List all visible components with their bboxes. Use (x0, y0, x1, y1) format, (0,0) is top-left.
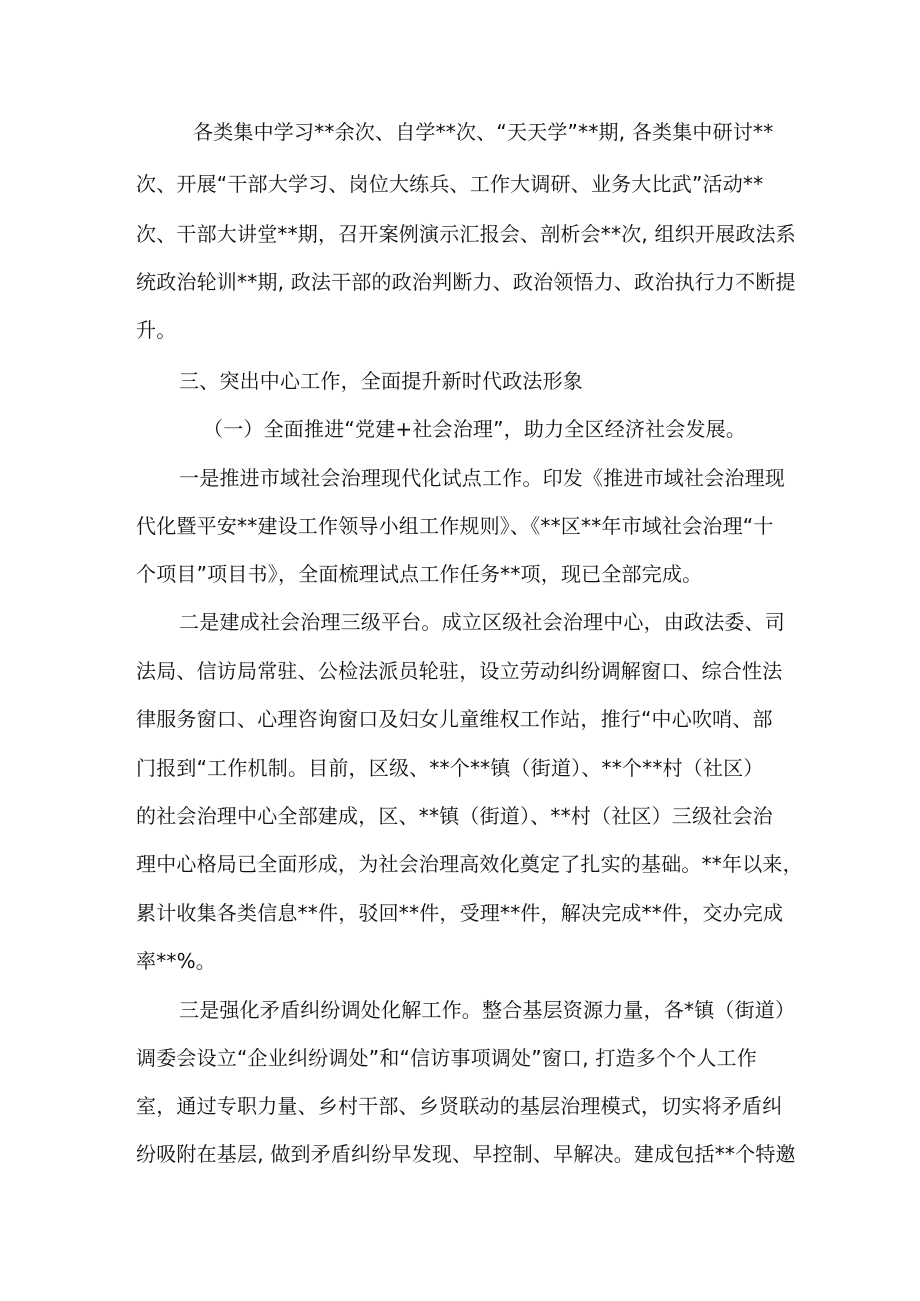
text-line-19: 三是强化矛盾纠纷调处化解工作。整合基层资源力量，各*镇（街道） (179, 998, 796, 1022)
text-line-15: 的社会治理中心全部建成，区、**镇（街道）、**村（社区）三级社会治 (136, 804, 773, 828)
text-line-9: 代化暨平安**建设工作领导小组工作规则》、《**区**年市域社会治理“十 (136, 514, 774, 538)
text-line-13: 律服务窗口、心理咨询窗口及妇女儿童维权工作站，推行“中心吹哨、部 (136, 707, 773, 731)
text-line-8: 一是推进市域社会治理现代化试点工作。印发《推进市域社会治理现 (179, 466, 785, 490)
text-line-10: 个项目”项目书》，全面梳理试点工作任务**项，现已全部完成。 (136, 562, 703, 586)
text-line-11: 二是建成社会治理三级平台。成立区级社会治理中心，由政法委、司 (179, 610, 785, 634)
text-line-21: 室，通过专职力量、乡村干部、乡贤联动的基层治理模式，切实将矛盾纠 (136, 1094, 783, 1118)
text-line-1: 各类集中学习**余次、自学**次、“天天学”**期, 各类集中研讨** (193, 120, 774, 144)
text-line-5: 升。 (136, 318, 177, 342)
text-line-14: 门报到“工作机制。目前，区级、**个**镇（街道）、**个**村（社区） (136, 756, 764, 780)
text-line-12: 法局、信访局常驻、公检法派员轮驻，设立劳动纠纷调解窗口、综合性法 (136, 659, 783, 683)
text-line-3: 次、干部大讲堂**期，召开案例演示汇报会、剖析会**次, 组织开展政法系 (136, 222, 796, 246)
text-line-16: 理中心格局已全面形成，为社会治理高效化奠定了扎实的基础。**年以来， (136, 852, 803, 876)
text-line-22: 纷吸附在基层, 做到矛盾纠纷早发现、早控制、早解决。建成包括**个特邀 (136, 1142, 796, 1166)
text-line-20: 调委会设立“企业纠纷调处”和“信访事项调处”窗口, 打造多个个人工作 (136, 1046, 757, 1070)
subsection-heading: （一）全面推进“党建+社会治理”，助力全区经济社会发展。 (203, 417, 747, 441)
text-line-18: 率**%。 (136, 949, 217, 973)
text-line-2: 次、开展“干部大学习、岗位大练兵、工作大调研、业务大比武”活动** (136, 172, 764, 196)
text-line-4: 统政治轮训**期, 政法干部的政治判断力、政治领悟力、政治执行力不断提 (136, 270, 796, 294)
text-line-17: 累计收集各类信息**件，驳回**件，受理**件，解决完成**件，交办完成 (136, 901, 784, 925)
section-heading: 三、突出中心工作，全面提升新时代政法形象 (179, 369, 583, 393)
